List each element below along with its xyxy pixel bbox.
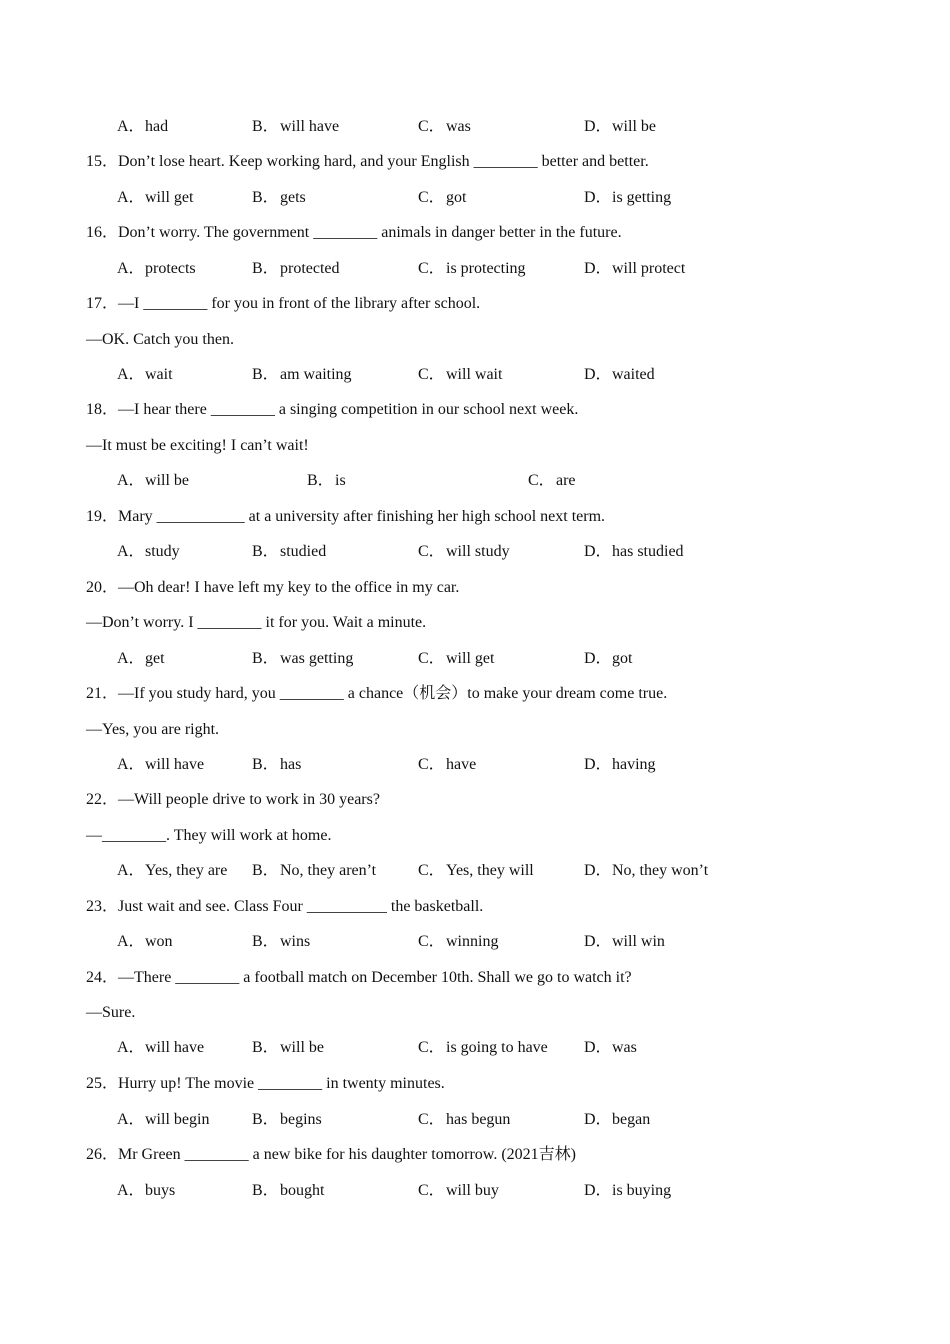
option-a[interactable]: A．wait	[117, 366, 173, 383]
options-row-14	[0, 117, 950, 137]
option-c[interactable]: C．got	[418, 189, 467, 206]
option-b[interactable]: B．studied	[252, 543, 327, 560]
question-21-reply: —Yes, you are right.	[86, 721, 220, 738]
option-c[interactable]: C．will study	[418, 543, 510, 560]
option-d[interactable]: D．is getting	[584, 189, 672, 206]
question-22-stem: 22．—Will people drive to work in 30 years?	[86, 791, 380, 808]
options-row-23	[0, 932, 950, 952]
option-b[interactable]: B．No, they aren’t	[252, 862, 377, 879]
question-15-stem: 15．Don’t lose heart. Keep working hard, and your English ________ better and better.	[86, 153, 649, 170]
question-16-stem: 16．Don’t worry. The government ________ animals in danger better in the future.	[86, 224, 622, 241]
option-c[interactable]: C．is going to have	[418, 1039, 548, 1056]
question-23-stem: 23．Just wait and see. Class Four __________ the basketball.	[86, 898, 484, 915]
option-b[interactable]: B．wins	[252, 933, 311, 950]
option-b[interactable]: B．am waiting	[252, 366, 352, 383]
option-d[interactable]: D．No, they won’t	[584, 862, 709, 879]
question-24-reply: —Sure.	[86, 1004, 136, 1021]
question-24-stem: 24．—There ________ a football match on December 10th. Shall we go to watch it?	[86, 969, 632, 986]
option-b[interactable]: B．gets	[252, 189, 306, 206]
option-d[interactable]: D．waited	[584, 366, 655, 383]
question-17-reply: —OK. Catch you then.	[86, 331, 234, 348]
options-row-19	[0, 542, 950, 562]
option-d[interactable]: D．will be	[584, 118, 656, 135]
option-b[interactable]: B．was getting	[252, 650, 354, 667]
option-d[interactable]: D．began	[584, 1111, 651, 1128]
option-d[interactable]: D．is buying	[584, 1182, 672, 1199]
option-d[interactable]: D．got	[584, 650, 633, 667]
options-row-24	[0, 1038, 950, 1058]
option-c[interactable]: C．winning	[418, 933, 499, 950]
question-26-stem: 26．Mr Green ________ a new bike for his daughter tomorrow. (2021吉林)	[86, 1146, 576, 1163]
option-c[interactable]: C．will get	[418, 650, 495, 667]
option-d[interactable]: D．will win	[584, 933, 665, 950]
option-c[interactable]: C．have	[418, 756, 477, 773]
options-row-26	[0, 1181, 950, 1201]
options-row-25	[0, 1110, 950, 1130]
option-a[interactable]: A．won	[117, 933, 173, 950]
option-a[interactable]: A．buys	[117, 1182, 176, 1199]
option-a[interactable]: A．study	[117, 543, 180, 560]
option-a[interactable]: A．will have	[117, 1039, 205, 1056]
option-b[interactable]: B．will be	[252, 1039, 324, 1056]
option-c[interactable]: C．has begun	[418, 1111, 511, 1128]
options-row-22	[0, 861, 950, 881]
option-a[interactable]: A．will get	[117, 189, 194, 206]
option-b[interactable]: B．begins	[252, 1111, 322, 1128]
option-c[interactable]: C．will wait	[418, 366, 503, 383]
question-25-stem: 25．Hurry up! The movie ________ in twenty minutes.	[86, 1075, 445, 1092]
option-c[interactable]: C．will buy	[418, 1182, 499, 1199]
options-row-17	[0, 365, 950, 385]
option-a[interactable]: A．will be	[117, 472, 189, 489]
option-b[interactable]: B．will have	[252, 118, 340, 135]
option-d[interactable]: D．having	[584, 756, 656, 773]
options-row-20	[0, 649, 950, 669]
question-21-stem: 21．—If you study hard, you ________ a chance（机会）to make your dream come true.	[86, 685, 668, 702]
options-row-18	[0, 471, 950, 491]
option-a[interactable]: A．will begin	[117, 1111, 210, 1128]
options-row-15	[0, 188, 950, 208]
option-d[interactable]: D．was	[584, 1039, 637, 1056]
option-c[interactable]: C．Yes, they will	[418, 862, 534, 879]
option-d[interactable]: D．will protect	[584, 260, 686, 277]
question-20-stem: 20．—Oh dear! I have left my key to the office in my car.	[86, 579, 460, 596]
option-a[interactable]: A．protects	[117, 260, 196, 277]
option-c[interactable]: C．is protecting	[418, 260, 526, 277]
option-b[interactable]: B．has	[252, 756, 302, 773]
option-b[interactable]: B．bought	[252, 1182, 325, 1199]
question-22-reply: —________. They will work at home.	[86, 827, 332, 844]
question-20-reply: —Don’t worry. I ________ it for you. Wait a minute.	[86, 614, 427, 631]
option-b[interactable]: B．is	[307, 472, 346, 489]
option-a[interactable]: A．had	[117, 118, 169, 135]
options-row-21	[0, 755, 950, 775]
question-18-stem: 18．—I hear there ________ a singing competition in our school next week.	[86, 401, 579, 418]
option-b[interactable]: B．protected	[252, 260, 340, 277]
question-18-reply: —It must be exciting! I can’t wait!	[86, 437, 309, 454]
option-d[interactable]: D．has studied	[584, 543, 684, 560]
option-a[interactable]: A．Yes, they are	[117, 862, 228, 879]
option-c[interactable]: C．are	[528, 472, 576, 489]
options-row-16	[0, 259, 950, 279]
option-a[interactable]: A．will have	[117, 756, 205, 773]
option-a[interactable]: A．get	[117, 650, 165, 667]
question-19-stem: 19．Mary ___________ at a university after finishing her high school next term.	[86, 508, 606, 525]
option-c[interactable]: C．was	[418, 118, 471, 135]
question-17-stem: 17．—I ________ for you in front of the library after school.	[86, 295, 481, 312]
